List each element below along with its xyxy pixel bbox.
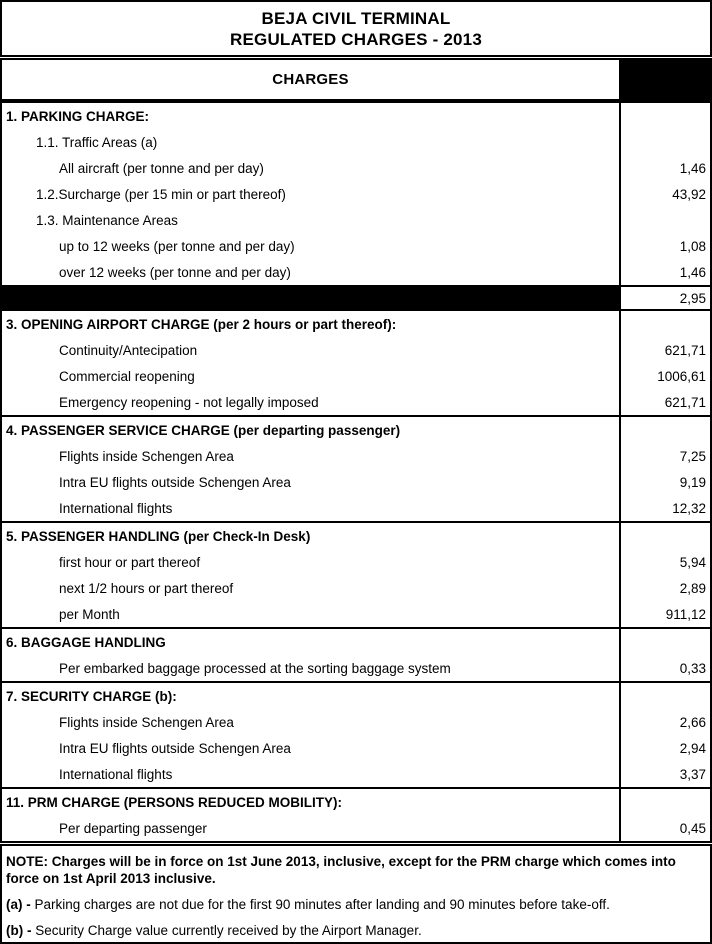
note-text: Parking charges are not due for the first 90 minutes after landing and 90 minutes before take-off. <box>34 897 610 912</box>
table-row <box>2 709 710 735</box>
table-row <box>2 363 710 389</box>
row-value: 2,89 <box>619 575 710 601</box>
charge-section <box>2 521 710 627</box>
charge-section <box>2 787 710 841</box>
section-header-row <box>2 629 710 655</box>
section-header-row <box>2 311 710 337</box>
row-value: 621,71 <box>619 337 710 363</box>
charge-section <box>2 309 710 415</box>
table-row <box>2 469 710 495</box>
table-row <box>2 735 710 761</box>
table-row <box>2 761 710 787</box>
row-value <box>619 629 710 655</box>
table-row <box>2 233 710 259</box>
row-label: 1.3. Maintenance Areas <box>36 212 178 228</box>
row-value: 43,92 <box>619 181 710 207</box>
title-line-1: BEJA CIVIL TERMINAL <box>261 8 451 28</box>
row-label: 1. PARKING CHARGE: <box>6 108 150 124</box>
table-row <box>2 259 710 285</box>
row-value: 9,19 <box>619 469 710 495</box>
row-value: 12,32 <box>619 495 710 521</box>
note-text: NOTE: Charges will be in force on 1st June 2013, inclusive, except for the PRM charge which comes into force on 1st April 2013 inclusive. <box>6 854 676 886</box>
table-row <box>2 655 710 681</box>
row-label: Intra EU flights outside Schengen Area <box>59 474 291 490</box>
row-label: International flights <box>59 766 173 782</box>
charge-section <box>2 627 710 681</box>
row-value: 1,08 <box>619 233 710 259</box>
row-label: Flights inside Schengen Area <box>59 714 234 730</box>
section-header-row <box>2 789 710 815</box>
row-label: Flights inside Schengen Area <box>59 448 234 464</box>
notes-section <box>0 844 712 944</box>
row-label: over 12 weeks (per tonne and per day) <box>59 264 291 280</box>
note-line <box>6 896 705 913</box>
row-value: 1,46 <box>619 259 710 285</box>
table-row <box>2 155 710 181</box>
row-label: 7. SECURITY CHARGE (b): <box>6 688 177 704</box>
row-label: Continuity/Antecipation <box>59 342 198 358</box>
row-value: 1006,61 <box>619 363 710 389</box>
redacted-row <box>2 287 710 309</box>
note-line <box>6 853 705 887</box>
note-text: Security Charge value currently received by the Airport Manager. <box>35 923 422 938</box>
row-value: 0,45 <box>619 815 710 841</box>
charge-section <box>2 415 710 521</box>
note-line <box>6 922 705 939</box>
row-value <box>619 103 710 129</box>
table-row <box>2 337 710 363</box>
row-value <box>619 789 710 815</box>
row-label: 1.2.Surcharge (per 15 min or part thereof) <box>36 186 286 202</box>
row-label: 1.1. Traffic Areas (a) <box>36 134 158 150</box>
redacted-label-cell <box>2 287 619 309</box>
row-value <box>619 129 710 155</box>
row-label: 6. BAGGAGE HANDLING <box>6 634 166 650</box>
row-label: All aircraft (per tonne and per day) <box>59 160 264 176</box>
row-label: Per embarked baggage processed at the sorting baggage system <box>59 660 451 676</box>
value-column-header-redacted <box>619 60 710 99</box>
title-line-2: REGULATED CHARGES - 2013 <box>230 29 482 49</box>
table-row <box>2 129 710 155</box>
table-row <box>2 575 710 601</box>
row-label: 3. OPENING AIRPORT CHARGE (per 2 hours or part thereof): <box>6 316 397 332</box>
table-row <box>2 207 710 233</box>
row-value <box>619 207 710 233</box>
row-label: Intra EU flights outside Schengen Area <box>59 740 291 756</box>
table-row <box>2 495 710 521</box>
row-label: 4. PASSENGER SERVICE CHARGE (per departing passenger) <box>6 422 401 438</box>
row-label: 5. PASSENGER HANDLING (per Check-In Desk) <box>6 528 311 544</box>
section-header-row <box>2 683 710 709</box>
section-header-row <box>2 523 710 549</box>
table-row <box>2 549 710 575</box>
table-row <box>2 443 710 469</box>
note-prefix: (a) - <box>6 897 35 912</box>
row-value <box>619 523 710 549</box>
row-value: 2,94 <box>619 735 710 761</box>
row-value: 0,33 <box>619 655 710 681</box>
charge-section <box>2 103 710 285</box>
row-value: 621,71 <box>619 389 710 415</box>
charge-section <box>2 285 710 309</box>
row-label: next 1/2 hours or part thereof <box>59 580 234 596</box>
table-row <box>2 389 710 415</box>
note-prefix: (b) - <box>6 923 36 938</box>
row-label: Commercial reopening <box>59 368 195 384</box>
table-row <box>2 815 710 841</box>
row-value: 2,66 <box>619 709 710 735</box>
row-value <box>619 311 710 337</box>
section-header-row <box>2 103 710 129</box>
section-header-row <box>2 417 710 443</box>
row-value: 1,46 <box>619 155 710 181</box>
charge-section <box>2 681 710 787</box>
row-label: per Month <box>59 606 120 622</box>
document-title <box>0 0 712 57</box>
table-row <box>2 181 710 207</box>
row-label: Per departing passenger <box>59 820 207 836</box>
row-value <box>619 683 710 709</box>
row-value: 2,95 <box>619 287 710 309</box>
row-value: 5,94 <box>619 549 710 575</box>
row-value: 911,12 <box>619 601 710 627</box>
row-label: 11. PRM CHARGE (PERSONS REDUCED MOBILITY): <box>6 794 343 810</box>
charges-column-header: CHARGES <box>272 71 349 88</box>
row-label: International flights <box>59 500 173 516</box>
row-label: Emergency reopening - not legally imposed <box>59 394 319 410</box>
row-value <box>619 417 710 443</box>
table-header-row <box>0 58 712 101</box>
table-row <box>2 601 710 627</box>
row-label: first hour or part thereof <box>59 554 201 570</box>
row-value: 3,37 <box>619 761 710 787</box>
charges-table <box>0 101 712 843</box>
row-value: 7,25 <box>619 443 710 469</box>
row-label: up to 12 weeks (per tonne and per day) <box>59 238 295 254</box>
